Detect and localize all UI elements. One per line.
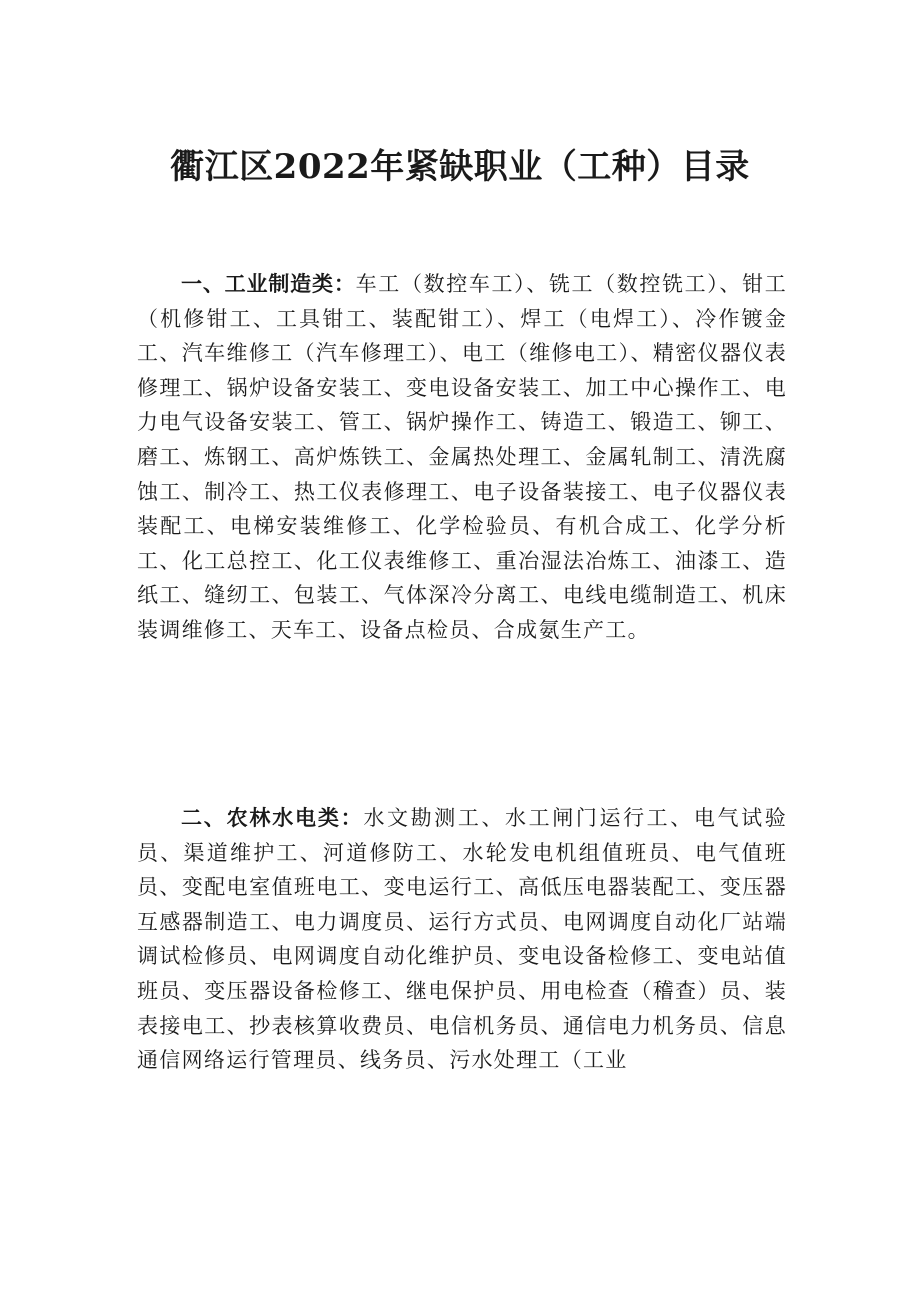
section-heading: 一、工业制造类： (181, 272, 356, 296)
section-heading: 二、农林水电类： (181, 806, 364, 830)
section-industrial-manufacturing (137, 267, 787, 648)
section-body: 水文勘测工、水工闸门运行工、电气试验员、渠道维护工、河道修防工、水轮发电机组值班员、电气值班员、变配电室值班电工、变电运行工、高低压电器装配工、变压器互感器制造工、电力调度员、运行方式员、电网调度自动化厂站端调试检修员、电网调度自动化维护员、变电设备检修工、变电站值班员、变压器设备检修工、继电保护员、用电检查（稽查）员、装表接电工、抄表核算收费员、电信机务员、通信电力机务员、信息通信网络运行管理员、线务员、污水处理工（工业 (137, 806, 787, 1073)
section-body: 车工（数控车工）、铣工（数控铣工）、钳工（机修钳工、工具钳工、装配钳工）、焊工（电焊工）、冷作镀金工、汽车维修工（汽车修理工）、电工（维修电工）、精密仪器仪表修理工、锅炉设备安装工、变电设备安装工、加工中心操作工、电力电气设备安装工、管工、锅炉操作工、铸造工、锻造工、铆工、磨工、炼钢工、高炉炼铁工、金属热处理工、金属轧制工、清洗腐蚀工、制冷工、热工仪表修理工、电子设备装接工、电子仪器仪表装配工、电梯安装维修工、化学检验员、有机合成工、化学分析工、化工总控工、化工仪表维修工、重冶湿法冶炼工、油漆工、造纸工、缝纫工、包装工、气体深冷分离工、电线电缆制造工、机床装调维修工、天车工、设备点检员、合成氨生产工。 (137, 272, 788, 642)
document-title: 衢江区2022年紧缺职业（工种）目录 (170, 147, 750, 187)
section-agriculture-water-power (137, 801, 787, 1078)
